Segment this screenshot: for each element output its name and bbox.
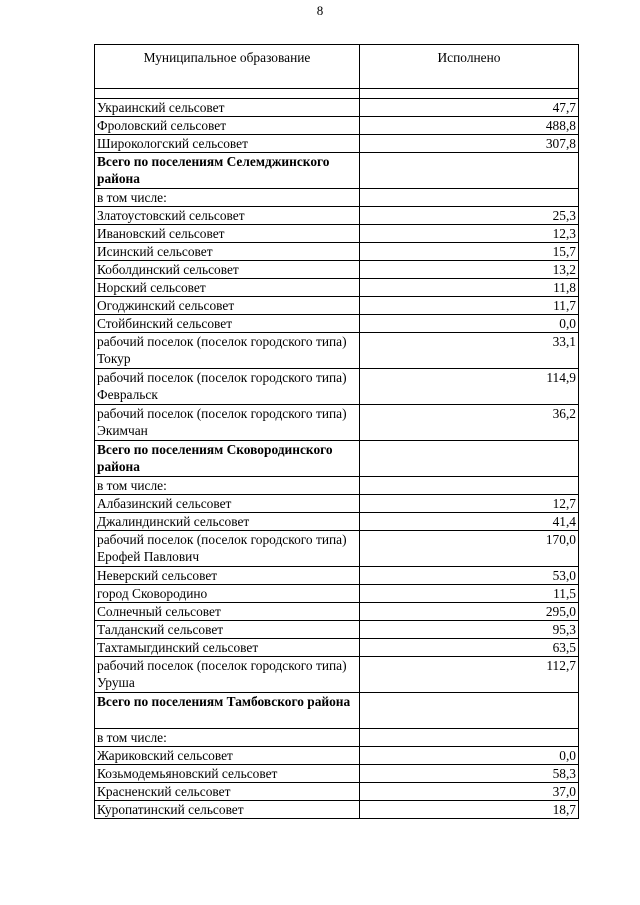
municipality-name-cell: Всего по поселениям Тамбовского района bbox=[95, 693, 360, 729]
table-row bbox=[95, 207, 579, 225]
municipality-name-cell: Стойбинский сельсовет bbox=[95, 315, 360, 333]
municipality-name-cell: рабочий поселок (поселок городского типа) Уруша bbox=[95, 657, 360, 693]
executed-value-cell bbox=[360, 693, 579, 729]
table-row bbox=[95, 117, 579, 135]
spacer-cell bbox=[360, 89, 579, 99]
executed-value-cell: 0,0 bbox=[360, 747, 579, 765]
executed-value-cell: 15,7 bbox=[360, 243, 579, 261]
table-row bbox=[95, 333, 579, 369]
executed-value-cell: 33,1 bbox=[360, 333, 579, 369]
municipality-name-cell: Талданский сельсовет bbox=[95, 621, 360, 639]
budget-execution-table bbox=[94, 44, 579, 819]
page-number: 8 bbox=[316, 3, 324, 18]
table-row bbox=[95, 495, 579, 513]
table-row bbox=[95, 315, 579, 333]
municipality-name-cell: Украинский сельсовет bbox=[95, 99, 360, 117]
municipality-name-cell: рабочий поселок (поселок городского типа) Февральск bbox=[95, 369, 360, 405]
municipality-name-cell: город Сковородино bbox=[95, 585, 360, 603]
municipality-name-cell: Коболдинский сельсовет bbox=[95, 261, 360, 279]
table-row bbox=[95, 747, 579, 765]
municipality-name-cell: Огоджинский сельсовет bbox=[95, 297, 360, 315]
municipality-name-cell: в том числе: bbox=[95, 477, 360, 495]
executed-value-cell: 12,3 bbox=[360, 225, 579, 243]
municipality-name-cell: рабочий поселок (поселок городского типа) Экимчан bbox=[95, 405, 360, 441]
municipality-name-cell: в том числе: bbox=[95, 189, 360, 207]
executed-value-cell bbox=[360, 153, 579, 189]
spacer-cell bbox=[95, 89, 360, 99]
municipality-name-cell: Всего по поселениям Сковородинского района bbox=[95, 441, 360, 477]
table-row bbox=[95, 585, 579, 603]
executed-value-cell: 47,7 bbox=[360, 99, 579, 117]
executed-value-cell bbox=[360, 729, 579, 747]
executed-value-cell: 13,2 bbox=[360, 261, 579, 279]
executed-value-cell: 307,8 bbox=[360, 135, 579, 153]
executed-value-cell: 63,5 bbox=[360, 639, 579, 657]
table-row bbox=[95, 279, 579, 297]
table-row bbox=[95, 297, 579, 315]
table-body bbox=[95, 89, 579, 819]
table-row bbox=[95, 801, 579, 819]
municipality-name-cell: Козьмодемьяновский сельсовет bbox=[95, 765, 360, 783]
table-row bbox=[95, 513, 579, 531]
table-row bbox=[95, 243, 579, 261]
municipality-name-cell: рабочий поселок (поселок городского типа) Ерофей Павлович bbox=[95, 531, 360, 567]
table-row bbox=[95, 531, 579, 567]
table-row bbox=[95, 477, 579, 495]
table-row bbox=[95, 99, 579, 117]
municipality-name-cell: Исинский сельсовет bbox=[95, 243, 360, 261]
table-header-row bbox=[95, 45, 579, 89]
executed-value-cell: 112,7 bbox=[360, 657, 579, 693]
group-total-row bbox=[95, 153, 579, 189]
municipality-name-cell: Солнечный сельсовет bbox=[95, 603, 360, 621]
municipality-name-cell: Фроловский сельсовет bbox=[95, 117, 360, 135]
column-header-executed: Исполнено bbox=[360, 45, 579, 89]
table-row bbox=[95, 657, 579, 693]
municipality-name-cell: Джалиндинский сельсовет bbox=[95, 513, 360, 531]
municipality-name-cell: Широкологский сельсовет bbox=[95, 135, 360, 153]
table-row bbox=[95, 189, 579, 207]
table-row bbox=[95, 405, 579, 441]
municipality-name-cell: Златоустовский сельсовет bbox=[95, 207, 360, 225]
executed-value-cell: 12,7 bbox=[360, 495, 579, 513]
executed-value-cell: 53,0 bbox=[360, 567, 579, 585]
municipality-name-cell: в том числе: bbox=[95, 729, 360, 747]
municipality-name-cell: Красненский сельсовет bbox=[95, 783, 360, 801]
executed-value-cell: 114,9 bbox=[360, 369, 579, 405]
group-total-row bbox=[95, 441, 579, 477]
executed-value-cell: 18,7 bbox=[360, 801, 579, 819]
table-row bbox=[95, 261, 579, 279]
table-row bbox=[95, 729, 579, 747]
executed-value-cell: 295,0 bbox=[360, 603, 579, 621]
table-row bbox=[95, 225, 579, 243]
executed-value-cell: 36,2 bbox=[360, 405, 579, 441]
executed-value-cell: 0,0 bbox=[360, 315, 579, 333]
municipality-name-cell: Тахтамыгдинский сельсовет bbox=[95, 639, 360, 657]
table-row bbox=[95, 135, 579, 153]
table-row bbox=[95, 765, 579, 783]
municipality-name-cell: Албазинский сельсовет bbox=[95, 495, 360, 513]
column-header-municipality: Муниципальное образование bbox=[95, 45, 360, 89]
municipality-name-cell: Ивановский сельсовет bbox=[95, 225, 360, 243]
executed-value-cell bbox=[360, 189, 579, 207]
executed-value-cell: 95,3 bbox=[360, 621, 579, 639]
municipality-name-cell: рабочий поселок (поселок городского типа) Токур bbox=[95, 333, 360, 369]
executed-value-cell: 488,8 bbox=[360, 117, 579, 135]
table-row bbox=[95, 567, 579, 585]
header-spacer-row bbox=[95, 89, 579, 99]
municipality-name-cell: Всего по поселениям Селемджинского района bbox=[95, 153, 360, 189]
group-total-row bbox=[95, 693, 579, 729]
table-row bbox=[95, 621, 579, 639]
executed-value-cell: 170,0 bbox=[360, 531, 579, 567]
executed-value-cell: 37,0 bbox=[360, 783, 579, 801]
executed-value-cell bbox=[360, 441, 579, 477]
executed-value-cell: 11,7 bbox=[360, 297, 579, 315]
executed-value-cell: 11,5 bbox=[360, 585, 579, 603]
executed-value-cell: 25,3 bbox=[360, 207, 579, 225]
table-row bbox=[95, 783, 579, 801]
executed-value-cell: 41,4 bbox=[360, 513, 579, 531]
municipality-name-cell: Жариковский сельсовет bbox=[95, 747, 360, 765]
table-row bbox=[95, 639, 579, 657]
municipality-name-cell: Неверский сельсовет bbox=[95, 567, 360, 585]
table-row bbox=[95, 369, 579, 405]
municipality-name-cell: Куропатинский сельсовет bbox=[95, 801, 360, 819]
executed-value-cell: 58,3 bbox=[360, 765, 579, 783]
municipality-name-cell: Норский сельсовет bbox=[95, 279, 360, 297]
executed-value-cell bbox=[360, 477, 579, 495]
executed-value-cell: 11,8 bbox=[360, 279, 579, 297]
table-row bbox=[95, 603, 579, 621]
